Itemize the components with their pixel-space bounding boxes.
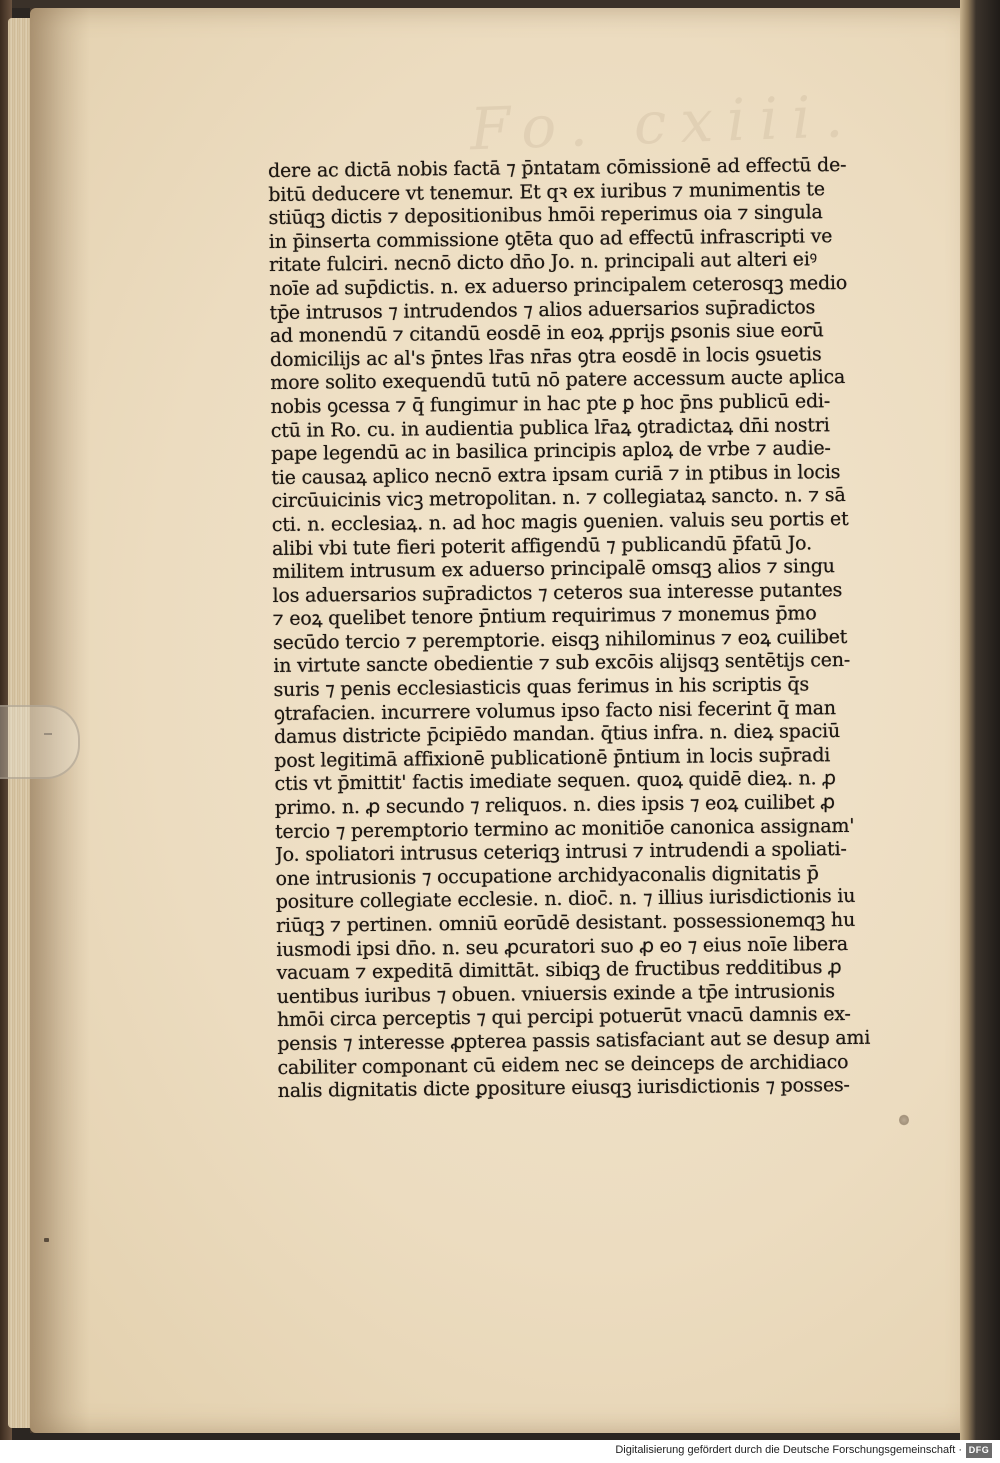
footer-bar bbox=[0, 1440, 1000, 1463]
text-line: iusmodi ipsi dn̄o. n. seu ꝓcuratori suo ꝓ eo ⁊ eius noīe libera bbox=[276, 932, 849, 961]
text-line: ctū in Ro. cu. in audientia publica lr̄aꝝ ꝯtradictaꝝ dn̄i nostri bbox=[270, 413, 830, 442]
dfg-logo-icon: DFG bbox=[966, 1443, 992, 1458]
text-line: one intrusionis ⁊ occupatione archidyaconalis dignitatis p̄ bbox=[275, 862, 819, 890]
text-line: post legitimā affixionē publicationē p̄ntium in locis sup̄radi bbox=[274, 743, 831, 772]
text-line: alibi vbi tute fieri poterit affigendū ⁊ publicandū p̄fatū Jo. bbox=[271, 531, 812, 560]
text-line: in p̄inserta commissione ꝯtēta quo ad effectū infrascripti ve bbox=[268, 224, 833, 253]
text-line: cabiliter componant cū eidem nec se deinceps de archidiaco bbox=[277, 1050, 849, 1079]
text-line: noīe ad sup̄dictis. n. ex aduerso principalem ceterosqꝫ medio bbox=[269, 271, 848, 300]
text-line: bitū deducere vt tenemur. Et qꝛ ex iuribus ⁊ munimentis te bbox=[268, 177, 825, 206]
paper-clip-mark bbox=[44, 733, 52, 735]
text-line: circūuicinis vicꝫ metropolitan. n. ⁊ collegiataꝝ sancto. n. ⁊ sā bbox=[271, 484, 846, 513]
book-right-edge bbox=[960, 0, 1000, 1440]
footer-credit: Digitalisierung gefördert durch die Deutsche Forschungsgemeinschaft · bbox=[615, 1444, 962, 1456]
text-line: pape legendū ac in basilica principis aploꝝ de vrbe ⁊ audie- bbox=[270, 437, 831, 466]
text-line: more solito exequendū tutū nō patere accessum aucte aplica bbox=[270, 366, 846, 395]
text-block bbox=[268, 154, 890, 1104]
text-line: tp̄e intrusos ⁊ intrudendos ⁊ alios aduersarios sup̄radictos bbox=[269, 295, 816, 324]
text-line: positure collegiate ecclesie. n. dioc̄. n. ⁊ illius iurisdictionis iu bbox=[275, 885, 856, 914]
page-ink-mark bbox=[44, 1238, 49, 1242]
text-line: uentibus iuribus ⁊ obuen. vniuersis exinde a tp̄e intrusionis bbox=[276, 979, 836, 1008]
text-line: domicilijs ac al's p̄ntes lr̄as nr̄as ꝯtra eosdē in locis ꝯsuetis bbox=[269, 342, 822, 371]
page-stain-mark bbox=[899, 1114, 909, 1126]
text-line: suris ⁊ penis ecclesiasticis quas ferimus in his scriptis q̄s bbox=[273, 673, 810, 702]
scanner-background-top bbox=[0, 0, 1000, 8]
text-line: riūqꝫ ⁊ pertinen. omniū eorūdē desistant. possessionemqꝫ hu bbox=[275, 908, 856, 937]
text-line: ꝯtrafacien. incurrere volumus ipso facto nisi fecerint q̄ man bbox=[273, 696, 837, 725]
text-line: in virtute sancte obedientie ⁊ sub excōis alijsqꝫ sentētijs cen- bbox=[273, 649, 851, 678]
text-line: los aduersarios sup̄radictos ⁊ ceteros sua interesse putantes bbox=[272, 578, 843, 607]
text-line: primo. n. ꝓ secundo ⁊ reliquos. n. dies ipsis ⁊ eoꝝ cuilibet ꝓ bbox=[274, 791, 835, 819]
text-line: militem intrusum ex aduerso principalē omsqꝫ alios ⁊ singu bbox=[272, 555, 835, 584]
text-line: ritate fulciri. necnō dicto dn̄o Jo. n. principali aut alteri eiꝰ bbox=[268, 248, 817, 277]
text-line: Jo. spoliatori intrusus ceteriqꝫ intrusi ⁊ intrudendi a spoliati- bbox=[275, 838, 847, 867]
text-line: dere ac dictā nobis factā ⁊ p̄ntatam cōmissionē ad effectū de- bbox=[268, 153, 847, 182]
text-line: damus districte p̄cipiēdo mandan. q̄tius infra. n. dieꝝ spaciū bbox=[273, 720, 841, 749]
running-head-show-through: Fo. cxiii. bbox=[468, 81, 859, 164]
text-line: hmōi circa perceptis ⁊ qui percipi potuerūt vnacū damnis ex- bbox=[276, 1003, 851, 1032]
text-line: stiūqꝫ dictis ⁊ depositionibus hmōi reperimus oia ⁊ singula bbox=[268, 201, 823, 230]
paper-clip-tab bbox=[0, 705, 80, 779]
text-line: tie causaꝝ aplico necnō extra ipsam curiā ⁊ in ptibus in locis bbox=[271, 460, 841, 489]
text-line: nobis ꝯcessa ⁊ q̄ fungimur in hac pte ꝑ hoc p̄ns publicū edi- bbox=[270, 390, 831, 418]
text-line: ⁊ eoꝝ quelibet tenore p̄ntium requirimus ⁊ monemus p̄mo bbox=[272, 602, 817, 631]
text-line: ctis vt p̄mittit' factis imediate sequen. quoꝝ quidē dieꝝ. n. ꝓ bbox=[274, 767, 836, 796]
text-line: nalis dignitatis dicte ꝑpositure eiusqꝫ iurisdictionis ⁊ posses- bbox=[277, 1074, 850, 1103]
text-line: pensis ⁊ interesse ꝓpterea passis satisfaciant aut se desup ami bbox=[277, 1026, 871, 1055]
text-line: cti. n. ecclesiaꝝ. n. ad hoc magis ꝯuenien. valuis seu portis et bbox=[271, 507, 849, 536]
text-line: secūdo tercio ⁊ peremptorie. eisqꝫ nihilominus ⁊ eoꝝ cuilibet bbox=[272, 625, 848, 654]
text-line: ad monendū ⁊ citandū eosdē in eoꝝ ꝓprijs ꝑsonis siue eorū bbox=[269, 319, 824, 348]
text-line: vacuam ⁊ expeditā dimittāt. sibiqꝫ de fructibus redditibus ꝓ bbox=[276, 956, 842, 985]
text-line: tercio ⁊ peremptorio termino ac monitiōe canonica assignam' bbox=[274, 814, 855, 843]
